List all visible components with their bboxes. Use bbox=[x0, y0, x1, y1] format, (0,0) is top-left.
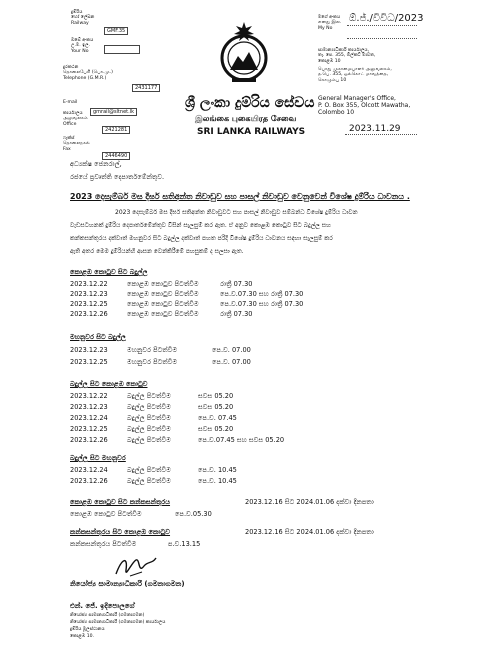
my-no-underline-2 bbox=[347, 38, 417, 39]
body-line-4: ඇති අතර මෙම දුම්රියන්හි ආසන වෙන්කිරීමේ පහසුකම් ද සලසා ඇත. bbox=[70, 248, 244, 255]
telephone-value-box bbox=[132, 74, 160, 93]
railway-label: දුම්රිය හෝ ලේඛන Railway bbox=[71, 10, 95, 26]
kks-period: 2023.12.16 සිට 2024.01.06 දක්වා දිනපතා bbox=[245, 498, 374, 506]
row-station: බදුල්ල පිටත්වීම bbox=[127, 403, 171, 411]
telephone-value: 2431177 bbox=[132, 84, 160, 92]
row-station: කොළඹ කොටුව පිටත්වීම bbox=[127, 290, 199, 298]
date-underline bbox=[345, 134, 417, 135]
row-date: 2023.12.26 bbox=[70, 310, 108, 318]
row-date: 2023.12.23 bbox=[70, 346, 108, 354]
body-line-2: වැඩසටහනක් දුම්රිය දෙපාර්තමේන්තුව විසින් සැලසුම් කර ඇත. ඒ අනුව කොළඹ කොටුව සිට බදුල්ල සහ bbox=[70, 222, 331, 229]
letter-date: 2023.11.29 bbox=[349, 124, 401, 134]
stamp-line-4: කොළඹ 10. bbox=[70, 634, 95, 639]
row-station: කොළඹ කොටුව පිටත්වීම bbox=[127, 280, 199, 288]
subject-heading: 2023 දෙසැම්බර් මස දීර්ඝ සතිඅන්ත නිවාඩුව සහ පාසල් නිවාඩුව වෙනුවෙන් විශේෂ දුම්රිය ධාවනය . bbox=[70, 192, 410, 201]
row-time: පෙ.ව. 07.00 bbox=[212, 346, 251, 354]
row-time: පෙ.ව. 10.45 bbox=[198, 466, 237, 474]
section-heading: කොළඹ කොටුව සිට කන්කසන්තුරය bbox=[70, 498, 171, 506]
row-time: පෙ.ව. 10.45 bbox=[198, 477, 237, 485]
salutation-line2: රජයේ ප්‍රවෘත්ති දෙපාර්තමේන්තුව. bbox=[70, 173, 165, 181]
signature-icon bbox=[112, 552, 162, 582]
office-value: 2421281 bbox=[102, 126, 130, 134]
row-time: පෙ.ව.07.30 සහ රාත්‍රී 07.30 bbox=[220, 300, 304, 308]
row-date: 2023.12.23 bbox=[70, 403, 108, 411]
row-date: 2023.12.22 bbox=[70, 392, 108, 400]
email-label: E-mail bbox=[63, 100, 78, 105]
row-date: 2023.12.26 bbox=[70, 436, 108, 444]
body-line-3: කන්කසන්තුරය දක්වාත් මහනුවර සිට බදුල්ල දක්වාත් පහත පරිදි විශේෂ දුම්රිය ධාවනය සඳහා සැලසුම් කර bbox=[70, 235, 333, 242]
row-date: 2023.12.25 bbox=[70, 358, 108, 366]
section-heading: බදුල්ල සිට මහනුවර bbox=[70, 454, 126, 462]
railway-value: GMF.35 bbox=[104, 27, 128, 35]
my-no-label: මගේ අංකය எனது இல. My No bbox=[318, 15, 342, 31]
row-date: 2023.12.23 bbox=[70, 290, 108, 298]
row-time: සවස 05.20 bbox=[198, 403, 234, 411]
row-date: 2023.12.25 bbox=[70, 425, 108, 433]
telephone-label: දුරකථන தொலைபேசி (பொ.மு.) Telephone (G.M.R.) bbox=[63, 65, 113, 81]
section-heading: කොළඹ කොටුව සිට බදුල්ල bbox=[70, 268, 148, 276]
kks-period: 2023.12.16 සිට 2024.01.06 දක්වා දිනපතා bbox=[245, 528, 374, 536]
fax-value-box bbox=[102, 142, 130, 161]
row-time: පෙ.ව. 07.00 bbox=[212, 358, 251, 366]
signatory-name: එන්. ජේ. ඉදිපොලගේ bbox=[70, 602, 135, 610]
row-time: පෙ.ව.07.30 සහ රාත්‍රී 07.30 bbox=[220, 290, 304, 298]
row-time: රාත්‍රී 07.30 bbox=[220, 310, 253, 318]
signatory-title: නියෝජ්‍ය සාමාන්‍යාධිකාරි (ගමනාගමන) bbox=[70, 580, 185, 588]
section-heading: කන්කසන්තුරය සිට කොළඹ කොටුව bbox=[70, 528, 171, 536]
your-no-label: ඔබේ අංකය උ.ම. ඉල. Your No bbox=[71, 38, 94, 54]
row-time: පෙ.ව.05.30 bbox=[175, 510, 212, 518]
row-date: 2023.12.22 bbox=[70, 280, 108, 288]
office-label: කාර්යාලය அலுவலகம் Office bbox=[63, 111, 88, 127]
railway-emblem-icon bbox=[216, 18, 272, 88]
row-station: කන්කසන්තුරය පිටත්වීම bbox=[70, 540, 137, 548]
address-tamil: பொது முகாமையாளர் அலுவலகம், த.பெ. 355, ஓல்கொட் மாவத்தை, கொழும்பு 10 bbox=[318, 67, 392, 83]
row-time: රාත්‍රී 07.30 bbox=[220, 280, 253, 288]
org-name-sinhala: ශ්‍රී ලංකා දුම්රිය සේවය bbox=[185, 95, 315, 111]
row-time: ප.ව.13.15 bbox=[168, 540, 201, 548]
row-station: කොළඹ කොටුව පිටත්වීම bbox=[70, 510, 142, 518]
office-value-box bbox=[102, 116, 130, 135]
row-date: 2023.12.24 bbox=[70, 466, 108, 474]
address-sinhala: සාමාන්‍යාධිකාරි කාර්යාලය, තැ. පෙ. 355, ඕල්කට් මාවත, කොළඹ 10 bbox=[318, 48, 376, 64]
salutation-line1: අධ්‍යක්ෂ ජෙනරාල්, bbox=[70, 160, 122, 168]
body-line-1: 2023 දෙසැම්බර් මස දීර්ඝ සතිඅන්ත නිවාඩුවට සහ පාසල් නිවාඩුව සම්බන්ධ විශේෂ දුම්රිය ධාවන bbox=[115, 209, 358, 216]
row-station: මහනුවර පිටත්වීම bbox=[127, 358, 178, 366]
row-date: 2023.12.25 bbox=[70, 300, 108, 308]
fax-label: ෆැක්ස් தொலைநகல் Fax bbox=[63, 136, 90, 152]
row-station: බදුල්ල පිටත්වීම bbox=[127, 477, 171, 485]
my-no-underline bbox=[347, 25, 417, 26]
your-no-box bbox=[104, 45, 140, 54]
row-time: පෙ.ව.07.45 සහ සවස 05.20 bbox=[198, 436, 285, 444]
address-english: General Manager's Office, P. O. Box 355, Olcott Mawatha, Colombo 10 bbox=[318, 95, 411, 116]
row-date: 2023.12.24 bbox=[70, 414, 108, 422]
row-time: සවස 05.20 bbox=[198, 392, 234, 400]
row-time: පෙ.ව. 07.45 bbox=[198, 414, 237, 422]
stamp-line-2: නියෝජ්‍ය සාමාන්‍යාධිකාරී (ගමනාගමන) කාර්යාලය bbox=[70, 620, 166, 625]
row-station: බදුල්ල පිටත්වීම bbox=[127, 414, 171, 422]
email-value-box bbox=[90, 98, 137, 117]
row-station: බදුල්ල පිටත්වීම bbox=[127, 466, 171, 474]
section-heading: බදුල්ල සිට කොළඹ කොටුව bbox=[70, 380, 148, 388]
railway-value-box bbox=[104, 17, 128, 36]
my-no-value: ඕ.ජ්./විවිධ/2023 bbox=[349, 13, 424, 24]
email-value: gmrail@sltnet.lk bbox=[90, 108, 137, 116]
org-name-english: SRI LANKA RAILWAYS bbox=[197, 127, 306, 137]
fax-value: 2446490 bbox=[102, 152, 130, 160]
row-station: බදුල්ල පිටත්වීම bbox=[127, 425, 171, 433]
row-station: කොළඹ කොටුව පිටත්වීම bbox=[127, 310, 199, 318]
stamp-line-3: දුම්රිය මූලස්ථානය bbox=[70, 627, 105, 632]
row-time: සවස 05.20 bbox=[198, 425, 234, 433]
stamp-line-1: නියෝජ්‍ය සාමාන්‍යාධිකාරී (ගමනාගමන) bbox=[70, 613, 145, 618]
org-name-tamil: இலங்கை புகையிரத சேவை bbox=[195, 114, 297, 123]
section-heading: මහනුවර සිට බදුල්ල bbox=[70, 333, 126, 341]
row-station: බදුල්ල පිටත්වීම bbox=[127, 436, 171, 444]
row-station: බදුල්ල පිටත්වීම bbox=[127, 392, 171, 400]
row-date: 2023.12.26 bbox=[70, 477, 108, 485]
row-station: කොළඹ කොටුව පිටත්වීම bbox=[127, 300, 199, 308]
row-station: මහනුවර පිටත්වීම bbox=[127, 346, 178, 354]
